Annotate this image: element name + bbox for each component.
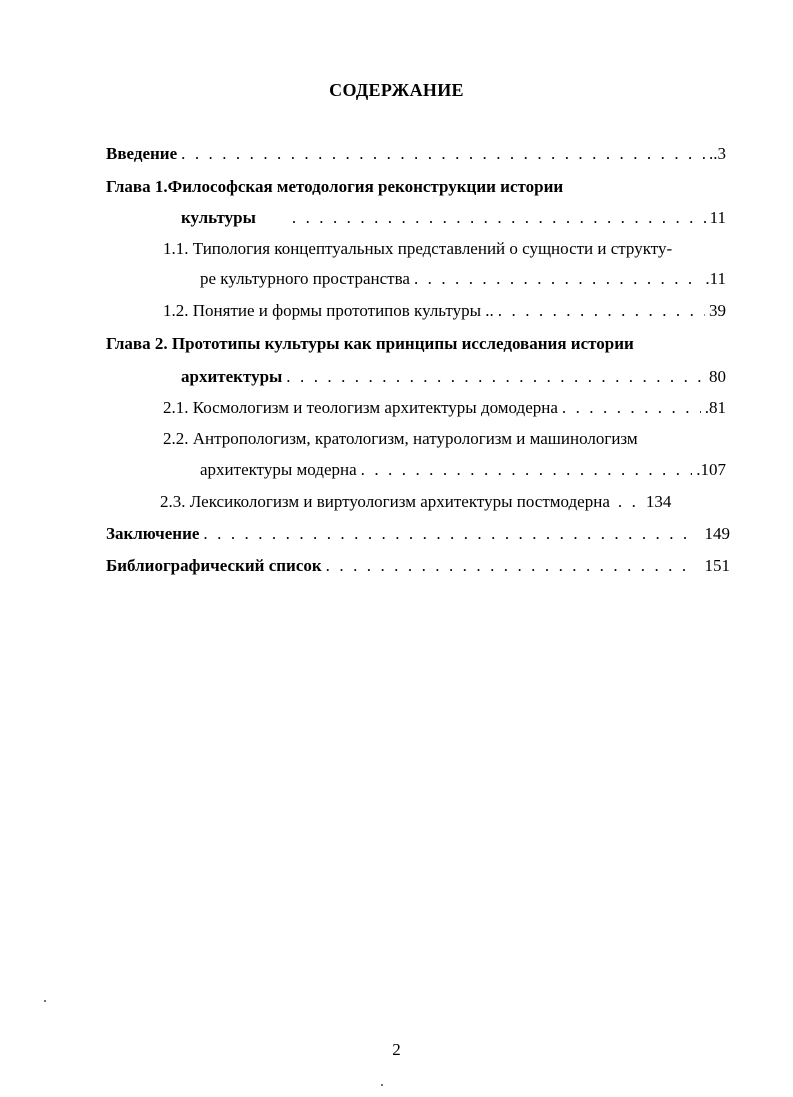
toc-entry-section-1-2 — [163, 300, 726, 322]
toc-entry-section-1-1-cont — [200, 268, 726, 290]
toc-entry-introduction — [106, 143, 726, 165]
toc-entry-section-2-1 — [163, 397, 726, 419]
toc-page-number: 149 — [704, 524, 730, 543]
dot-leader — [361, 459, 693, 481]
dot-leader — [618, 491, 642, 513]
toc-entry-chapter-1-cont — [181, 207, 726, 229]
toc-entry-title: 2.3. Лексикологизм и виртуологизм архитектуры постмодерна — [160, 492, 610, 511]
dot-leader — [498, 300, 705, 322]
toc-entry-title: 2.2. Антропологизм, кратологизм, натурологизм и машинологизм — [163, 429, 638, 448]
toc-entry-title: Библиографический список — [106, 556, 322, 575]
toc-entry-title: 1.1. Типология концептуальных представлений о сущности и структу- — [163, 239, 673, 258]
dot-leader — [562, 397, 701, 419]
scan-speck — [381, 1084, 383, 1086]
toc-entry-title: 1.2. Понятие и формы прототипов культуры .. — [163, 301, 494, 320]
dot-leader — [414, 268, 701, 290]
toc-entry-title: Заключение — [106, 524, 200, 543]
toc-entry-bibliography — [106, 555, 730, 577]
toc-entry-title-cont: ре культурного пространства — [200, 269, 410, 288]
toc-entry-chapter-2 — [106, 333, 634, 355]
toc-page-number: .11 — [705, 269, 726, 288]
dot-leader — [326, 555, 691, 577]
toc-entry-title: Глава 2. Прототипы культуры как принципы исследования истории — [106, 334, 634, 353]
toc-entry-title: 2.1. Космологизм и теологизм архитектуры домодерна — [163, 398, 558, 417]
toc-entry-section-2-2 — [163, 428, 638, 450]
toc-entry-title-cont: культуры — [181, 208, 256, 227]
toc-entry-title: Введение — [106, 144, 178, 163]
toc-page-number: 151 — [704, 556, 730, 575]
toc-entry-chapter-2-cont — [181, 366, 726, 388]
toc-entry-section-2-2-cont — [200, 459, 726, 481]
toc-entry-conclusion — [106, 523, 730, 545]
scan-speck — [44, 1000, 46, 1002]
toc-entry-title-cont: архитектуры — [181, 367, 283, 386]
toc-entry-title-cont: архитектуры модерна — [200, 460, 357, 479]
dot-leader — [286, 366, 705, 388]
page-number: 2 — [392, 1040, 401, 1059]
toc-entry-section-1-1 — [163, 238, 672, 260]
toc-page-number: .107 — [696, 460, 726, 479]
toc-entry-title: Глава 1.Философская методология реконструкции истории — [106, 177, 564, 196]
toc-entry-chapter-1 — [106, 176, 563, 198]
toc-page-number: 39 — [709, 301, 726, 320]
dot-leader — [292, 207, 706, 229]
dot-leader — [181, 143, 705, 165]
toc-page-number: .81 — [704, 398, 726, 417]
page-title: СОДЕРЖАНИЕ — [329, 80, 464, 100]
dot-leader — [203, 523, 690, 545]
toc-page-number: 134 — [645, 492, 672, 511]
toc-page-number: ..3 — [709, 144, 726, 163]
toc-entry-section-2-3 — [160, 491, 728, 513]
toc-page-number: 11 — [709, 208, 726, 227]
toc-page-number: 80 — [709, 367, 726, 386]
